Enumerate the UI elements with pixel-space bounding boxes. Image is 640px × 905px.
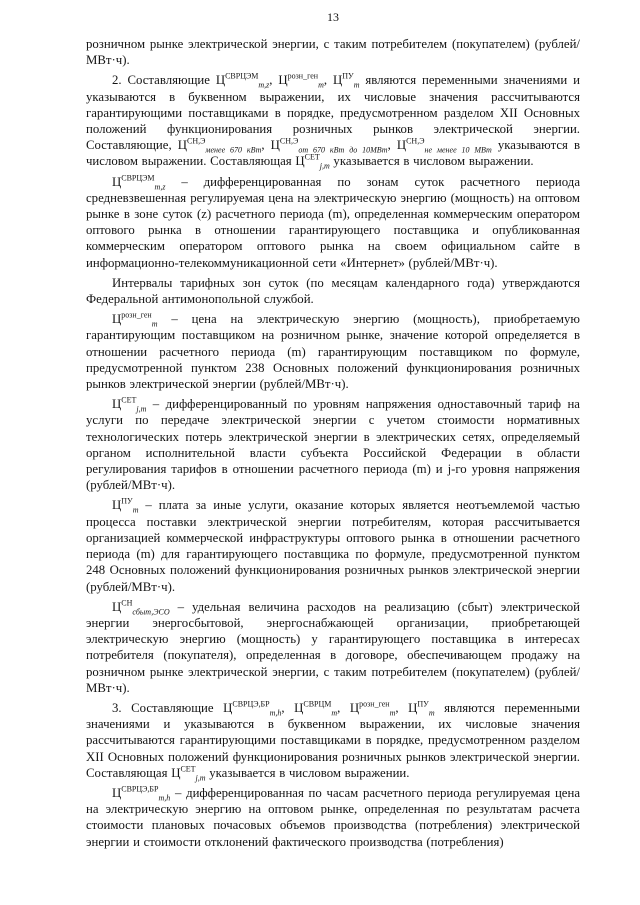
formula-symbol: $Ц^{СВРЦЭ,БР}_{m,h}$ xyxy=(112,784,171,803)
formula-symbol: $Ц^{ПУ}_m$ xyxy=(408,699,435,718)
formula-symbol: $Ц^{ПУ}_m$ xyxy=(332,72,360,90)
paragraph: $Ц^{розн\_ген}_m$ – цена на электрическую энергию (мощность), приобретаемую гарантирующим поставщиком на розничном рынке, значение которой определяется в отношении расчетного периода (m) гарантирующим поставщиком по формуле, предусмотренной пунктом 238 Основных положений функционирования розничных рынков электрической энергии (рублей/МВт·ч). xyxy=(86,310,580,392)
formula-symbol: $Ц^{СЕТ}_{j,m}$ xyxy=(112,396,147,414)
paragraph: 2. Составляющие $Ц^{СВРЦЭМ}_{m,z}$, $Ц^{розн\_ген}_m$, $Ц^{ПУ}_m$ являются переменными значениями и указываются в буквенном выражении, их числовые значения рассчитываются гарантирующими поставщиками в порядке, предусмотренном разделом XII Основных положений функционирования розничных рынков электрической энергии. Составляющие, $Ц^{СН,Э}_{менее 670 кВт}$, $Ц^{СН,Э}_{от 670 кВт до 10МВт}$, $Ц^{СН,Э}_{не менее 10 МВт}$ указываются в числовом выражении. Составляющая $Ц^{СЕТ}_{j,m}$ указывается в числовом выражении. xyxy=(86,72,580,171)
formula-symbol: $Ц^{СН}_{сбыт,ЭСО}$ xyxy=(112,598,170,617)
paragraph: Интервалы тарифных зон суток (по месяцам календарного года) утверждаются Федеральной антимонопольной службой. xyxy=(86,275,580,307)
paragraph: 3. Составляющие $Ц^{СВРЦЭ,БР}_{m,h}$, $Ц^{СВРЦМ}_m$, $Ц^{розн\_ген}_m$, $Ц^{ПУ}_m$ являются переменными значениями и указываются в буквенном выражении, их числовые значения рассчитываются гарантирующими поставщиками в порядке, предусмотренном разделом XII Основных положений функционирования розничных рынков электрической энергии. Составляющая $Ц^{СЕТ}_{j,m}$ указывается в числовом выражении. xyxy=(86,699,581,783)
formula-symbol: $Ц^{розн\_ген}_m$ xyxy=(112,310,158,329)
formula-symbol: $Ц^{СН,Э}_{менее 670 кВт}$ xyxy=(177,136,262,155)
paragraph: $Ц^{СВРЦЭ,БР}_{m,h}$ – дифференцированная по часам расчетного периода регулируемая цена на электрическую энергию на оптовом рынке, определенная по результатам расчета стоимости плановых почасовых объемов производства (потребления) электрической энергии и стоимости отклонений фактического производства (потребления) xyxy=(86,784,580,849)
paragraph: $Ц^{СН}_{сбыт,ЭСО}$ – удельная величина расходов на реализацию (сбыт) электрической энергии энергосбытовой, энергоснабжающей организации, приобретающей электрическую энергию (мощность) у гарантирующего поставщика в интересах потребителя (покупателя), определенная в договоре, обеспечивающем продажу на розничном рынке электрической энергии, с таким потребителем (покупателем) (рублей/МВт·ч). xyxy=(86,598,580,695)
formula-symbol: $Ц^{ПУ}_m$ xyxy=(112,497,139,516)
paragraph: розничном рынке электрической энергии, с таким потребителем (покупателем) (рублей/МВт·ч). xyxy=(86,37,580,68)
paragraph: $Ц^{ПУ}_m$ – плата за иные услуги, оказание которых является неотъемлемой частью процесса поставки электрической энергии потребителям, которая рассчитывается организацией коммерческой инфраструктуры оптового рынка в отношении расчетного периода (m) для гарантирующего поставщика по формуле, предусмотренной пунктом 248 Основных положений функционирования розничных рынков электрической энергии (рублей/МВт·ч). xyxy=(86,497,580,594)
formula-symbol: $Ц^{СВРЦМ}_m$ xyxy=(294,699,338,718)
paragraph: $Ц^{СВРЦЭМ}_{m,z}$ – дифференцированная по зонам суток расчетного периода средневзвешенная регулируемая цена на электрическую энергию (мощность) на оптовом рынке в зоне суток (z) расчетного периода (m), определенная коммерческим оператором оптового рынка в отношении гарантирующего поставщика и опубликованная коммерческим оператором оптового рынка на своем официальном сайте в информационно-телекоммуникационной сети «Интернет» (рублей/МВт·ч). xyxy=(86,173,580,270)
formula-symbol: $Ц^{СЕТ}_{j,m}$ xyxy=(171,764,206,783)
formula-symbol: $Ц^{СН,Э}_{от 670 кВт до 10МВт}$ xyxy=(270,136,388,155)
page-number: 13 xyxy=(327,10,339,24)
formula-symbol: $Ц^{розн\_ген}_m$ xyxy=(278,72,324,90)
paragraph: $Ц^{СЕТ}_{j,m}$ – дифференцированный по уровням напряжения одноставочный тариф на услуги по передаче электрической энергии с учетом стоимости нормативных технологических потерь электрической энергии в электрических сетях, определяемый органом исполнительной власти субъекта Российской Федерации в области регулирования тарифов в отношении расчетного периода (m) и j-го уровня напряжения (рублей/МВт·ч). xyxy=(86,396,580,493)
formula-symbol: $Ц^{СВРЦЭМ}_{m,z}$ xyxy=(215,72,270,90)
formula-symbol: $Ц^{розн\_ген}_m$ xyxy=(349,699,396,718)
formula-symbol: $Ц^{СВРЦЭМ}_{m,z}$ xyxy=(112,173,166,192)
formula-symbol: $Ц^{СН,Э}_{не менее 10 МВт}$ xyxy=(396,136,492,155)
formula-symbol: $Ц^{СЕТ}_{j,m}$ xyxy=(295,153,330,171)
formula-symbol: $Ц^{СВРЦЭ,БР}_{m,h}$ xyxy=(223,699,282,718)
